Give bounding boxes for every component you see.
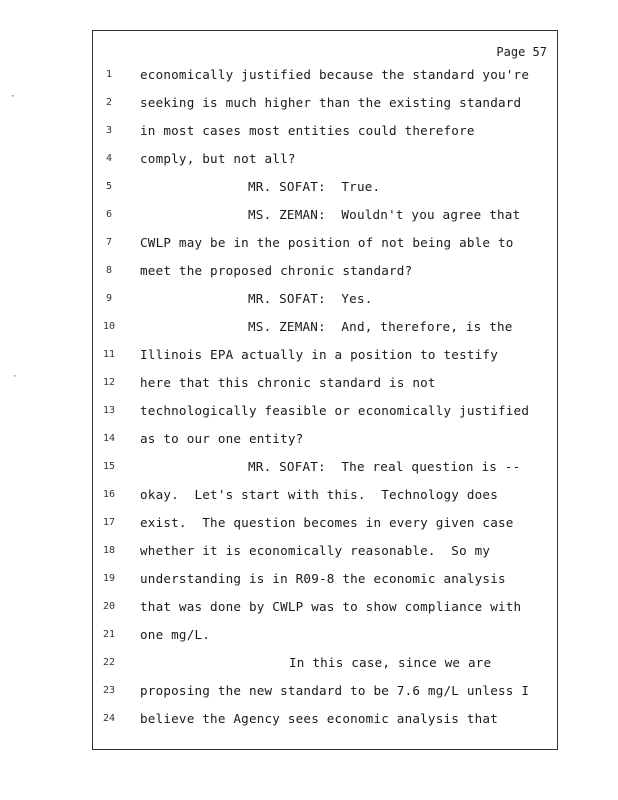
transcript-line: as to our one entity? — [140, 431, 304, 446]
transcript-line: here that this chronic standard is not — [140, 375, 436, 390]
transcript-line: that was done by CWLP was to show compliance with — [140, 599, 522, 614]
transcript-line: MR. SOFAT: Yes. — [248, 291, 373, 306]
transcript-line: whether it is economically reasonable. So my — [140, 543, 491, 558]
line-number: 16 — [102, 489, 116, 500]
transcript-line: MS. ZEMAN: And, therefore, is the — [248, 319, 513, 334]
line-number: 13 — [102, 405, 116, 416]
transcript-line: believe the Agency sees economic analysis that — [140, 711, 498, 726]
transcript-line: MS. ZEMAN: Wouldn't you agree that — [248, 207, 521, 222]
transcript-line: proposing the new standard to be 7.6 mg/L unless I — [140, 683, 530, 698]
line-number: 19 — [102, 573, 116, 584]
page-number: Page 57 — [496, 45, 547, 59]
margin-speck: · — [12, 372, 18, 382]
transcript-line: MR. SOFAT: The real question is -- — [248, 459, 521, 474]
line-number: 24 — [102, 713, 116, 724]
line-number: 20 — [102, 601, 116, 612]
transcript-line: Illinois EPA actually in a position to testify — [140, 347, 498, 362]
line-number: 8 — [105, 265, 113, 276]
line-number: 9 — [105, 293, 113, 304]
line-number: 12 — [102, 377, 116, 388]
transcript-line: exist. The question becomes in every given case — [140, 515, 514, 530]
line-number: 7 — [105, 237, 113, 248]
line-number: 15 — [102, 461, 116, 472]
line-number: 21 — [102, 629, 116, 640]
line-number: 22 — [102, 657, 116, 668]
transcript-line: one mg/L. — [140, 627, 211, 642]
transcript-line: In this case, since we are — [289, 655, 492, 670]
transcript-page — [92, 30, 558, 750]
line-number: 3 — [105, 125, 113, 136]
line-number: 2 — [105, 97, 113, 108]
transcript-line: MR. SOFAT: True. — [248, 179, 381, 194]
line-number: 11 — [102, 349, 116, 360]
margin-speck: · — [10, 92, 16, 102]
line-number: 14 — [102, 433, 116, 444]
line-number: 4 — [105, 153, 113, 164]
line-number: 23 — [102, 685, 116, 696]
line-number: 5 — [105, 181, 113, 192]
transcript-line: comply, but not all? — [140, 151, 296, 166]
line-number: 17 — [102, 517, 116, 528]
transcript-line: seeking is much higher than the existing standard — [140, 95, 522, 110]
transcript-line: in most cases most entities could therefore — [140, 123, 475, 138]
transcript-line: CWLP may be in the position of not being able to — [140, 235, 514, 250]
line-number: 6 — [105, 209, 113, 220]
transcript-line: okay. Let's start with this. Technology does — [140, 487, 498, 502]
line-number: 18 — [102, 545, 116, 556]
transcript-line: technologically feasible or economically justified — [140, 403, 530, 418]
transcript-line: economically justified because the standard you're — [140, 67, 530, 82]
line-number: 1 — [105, 69, 113, 80]
transcript-line: understanding is in R09-8 the economic analysis — [140, 571, 506, 586]
transcript-line: meet the proposed chronic standard? — [140, 263, 413, 278]
line-number: 10 — [102, 321, 116, 332]
